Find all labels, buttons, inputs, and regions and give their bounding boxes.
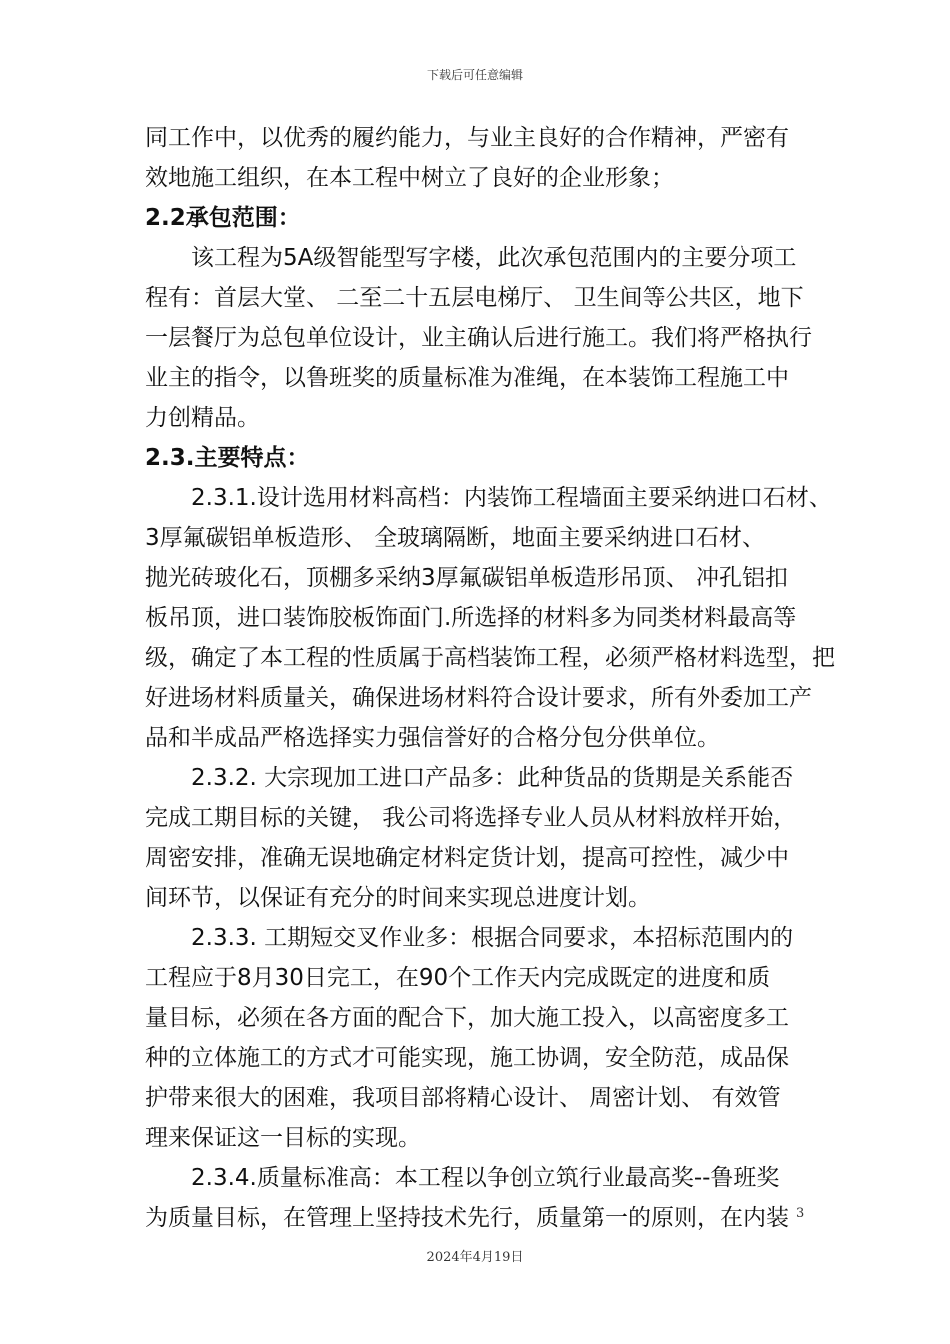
page-number: 3 [796, 1206, 805, 1221]
text-line: 好进场材料质量关，确保进场材料符合设计要求，所有外委加工产 [145, 685, 812, 711]
text-line: 力创精品。 [145, 405, 260, 431]
text-line: 抛光砖玻化石，顶棚多采纳3厚氟碳铝单板造形吊顶、 冲孔铝扣 [145, 565, 788, 591]
text-line: 理来保证这一目标的实现。 [145, 1125, 421, 1151]
text-line: 为质量目标，在管理上坚持技术先行，质量第一的原则，在内装 [145, 1205, 789, 1231]
text-line: 2.3.1.设计选用材料高档：内装饰工程墙面主要采纳进口石材、 [191, 485, 832, 511]
text-line: 品和半成品严格选择实力强信誉好的合格分包分供单位。 [145, 725, 720, 751]
document-body [145, 118, 835, 1238]
text-line: 效地施工组织，在本工程中树立了良好的企业形象； [145, 165, 674, 191]
text-line: 同工作中，以优秀的履约能力，与业主良好的合作精神，严密有 [145, 125, 789, 151]
text-line: 2.3.2. 大宗现加工进口产品多：此种货品的货期是关系能否 [191, 765, 794, 791]
text-line: 3厚氟碳铝单板造形、 全玻璃隔断，地面主要采纳进口石材、 [145, 525, 765, 551]
page-footer-date: 2024年4月19日 [426, 1250, 524, 1265]
text-line: 2.3.4.质量标准高：本工程以争创立筑行业最高奖--鲁班奖 [191, 1165, 780, 1191]
text-line: 2.3.3. 工期短交叉作业多：根据合同要求，本招标范围内的 [191, 925, 794, 951]
text-line: 量目标，必须在各方面的配合下，加大施工投入，以高密度多工 [145, 1005, 789, 1031]
text-line: 一层餐厅为总包单位设计，业主确认后进行施工。我们将严格执行 [145, 325, 812, 351]
text-line: 板吊顶，进口装饰胶板饰面门.所选择的材料多为同类材料最高等 [145, 605, 797, 631]
text-line: 工程应于8月30日完工，在90个工作天内完成既定的进度和质 [145, 965, 771, 991]
text-line: 护带来很大的困难，我项目部将精心设计、 周密计划、 有效管 [145, 1085, 781, 1111]
page-header: 下载后可任意编辑 [426, 68, 523, 82]
text-line: 业主的指令，以鲁班奖的质量标准为准绳，在本装饰工程施工中 [145, 365, 789, 391]
text-line: 完成工期目标的关键， 我公司将选择专业人员从材料放样开始， [145, 805, 797, 831]
text-line: 间环节，以保证有充分的时间来实现总进度计划。 [145, 885, 651, 911]
section-heading: 2.3.主要特点： [145, 445, 310, 471]
text-line: 该工程为5A级智能型写字楼，此次承包范围内的主要分项工 [191, 245, 797, 271]
section-heading: 2.2承包范围： [145, 205, 301, 231]
text-line: 种的立体施工的方式才可能实现，施工协调，安全防范，成品保 [145, 1045, 789, 1071]
text-line: 周密安排，准确无误地确定材料定货计划，提高可控性，减少中 [145, 845, 789, 871]
text-line: 程有：首层大堂、 二至二十五层电梯厅、 卫生间等公共区，地下 [145, 285, 804, 311]
text-line: 级，确定了本工程的性质属于高档装饰工程，必须严格材料选型，把 [145, 645, 835, 671]
